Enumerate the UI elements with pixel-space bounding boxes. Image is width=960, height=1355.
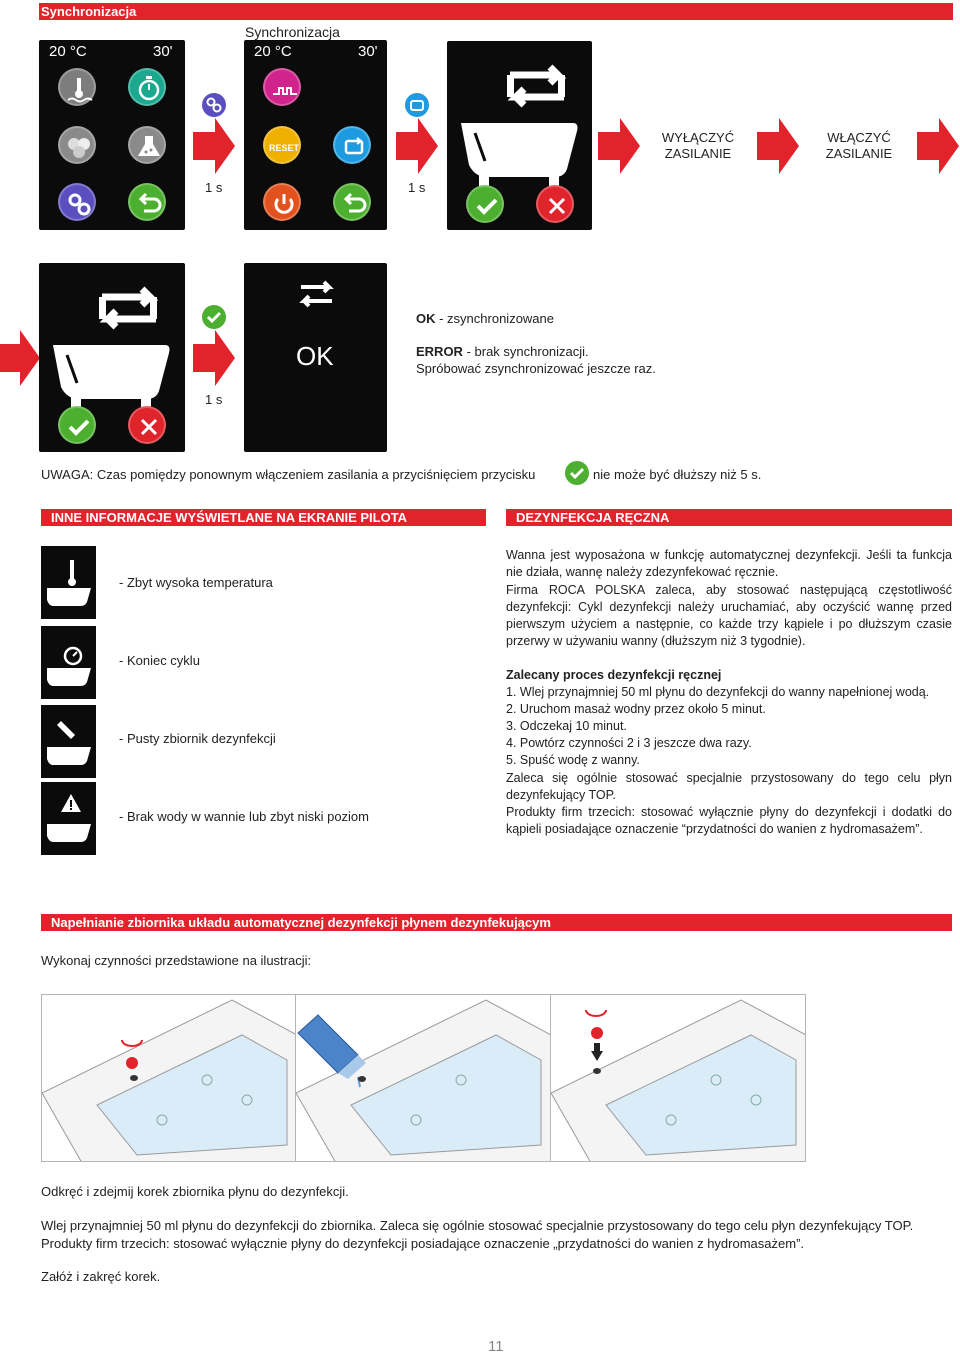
temperature-readout: 20 °C [254, 43, 292, 60]
remote-screen-settings-menu [244, 40, 387, 230]
timer-readout: 30' [153, 43, 173, 60]
settings-gears-icon [202, 93, 226, 117]
manual-step: 5. Spuść wodę z wanny. [506, 753, 640, 767]
arrow-right-icon [193, 330, 235, 386]
manual-step: 4. Powtórz czynności 2 i 3 jeszcze dwa razy. [506, 736, 752, 750]
back-icon[interactable] [128, 183, 166, 221]
ok-legend [416, 311, 554, 326]
bubbles-icon[interactable] [58, 126, 96, 164]
info-item-label: - Brak wody w wannie lub zbyt niski poziom [119, 809, 369, 824]
sync-icon [296, 279, 336, 309]
remote-screen-ok [244, 263, 387, 452]
remote-screen-main-menu [39, 40, 185, 230]
confirm-check-icon[interactable] [466, 185, 504, 223]
info-item-label: - Pusty zbiornik dezynfekcji [119, 731, 276, 746]
manual-step: 1. Wlej przynajmniej 50 ml płynu do dezynfekcji do wanny napełnionej wodą. [506, 685, 930, 699]
error-legend-desc: - brak synchronizacji. [462, 344, 589, 359]
illustration-unscrew-cap [41, 994, 296, 1162]
thermometer-bath-icon [41, 546, 96, 619]
svg-text:RESET: RESET [268, 143, 300, 153]
timer-readout: 30' [358, 43, 378, 60]
arrow-right-icon [0, 330, 40, 386]
arrow-right-icon [598, 118, 640, 174]
heater-icon[interactable] [58, 68, 96, 106]
disinfectant-bath-icon [41, 705, 96, 778]
disinfection-flask-icon[interactable] [128, 126, 166, 164]
error-legend [416, 344, 589, 359]
power-off-label: WYŁĄCZYĆ ZASILANIE [661, 130, 735, 161]
arrow-right-icon [917, 118, 959, 174]
info-item-label: - Koniec cyklu [119, 653, 200, 668]
info-item-label: - Zbyt wysoka temperatura [119, 575, 273, 590]
fill-section-header: Napełnianie zbiornika układu automatycznej dezynfekcji płynem dezynfekującym [41, 914, 952, 931]
confirm-check-icon[interactable] [58, 406, 96, 444]
sync-icon[interactable] [333, 126, 371, 164]
remote-screen-sync-repeat [39, 263, 185, 452]
manual-step: 2. Uruchom masaż wodny przez około 5 minut. [506, 702, 766, 716]
fill-instruction: Wykonaj czynności przedstawione na ilustracji: [41, 953, 312, 968]
fill-step-1: Odkręć i zdejmij korek zbiornika płynu do dezynfekcji. [41, 1184, 349, 1199]
confirm-check-icon [565, 461, 589, 485]
illustration-screw-cap [551, 994, 806, 1162]
step-duration: 1 s [205, 392, 223, 407]
manual-step: 3. Odczekaj 10 minut. [506, 719, 627, 733]
page-number: 11 [488, 1338, 504, 1355]
error-retry-text: Spróbować zsynchronizować jeszcze raz. [416, 361, 656, 376]
fill-step-3: Załóż i zakręć korek. [41, 1269, 161, 1284]
back-icon[interactable] [333, 183, 371, 221]
warning-text-before: UWAGA: Czas pomiędzy ponownym włączeniem zasilania a przyciśnięciem przycisku [41, 467, 536, 482]
fill-step-2: Wlej przynajmniej 50 ml płynu do dezynfekcji do zbiornika. Zaleca się ogólnie stosować specjalnie przystosowany do tego celu płyn dezynfekujący TOP. [41, 1218, 914, 1233]
fill-step-2-note: Produkty firm trzecich: stosować wyłącznie płyny do dezynfekcji posiadające oznaczenie „przydatności do wanien z hydromasażem”. [41, 1236, 805, 1251]
bathtub-icon [457, 113, 582, 193]
reset-icon[interactable] [263, 126, 301, 164]
manual-third-party: Produkty firm trzecich: stosować wyłącznie płyny do dezynfekcji i dodatki do kąpieli posiadające oznaczenie “przydatności do wanien z hydromasażem”. [506, 805, 952, 836]
sync-icon [94, 283, 164, 333]
sync-subtitle: Synchronizacja [245, 24, 340, 40]
settings-gears-icon[interactable] [58, 183, 96, 221]
power-on-label: WŁĄCZYĆ ZASILANIE [825, 130, 893, 161]
timer-bath-icon [41, 626, 96, 699]
temperature-readout: 20 °C [49, 43, 87, 60]
ok-status-text: OK [296, 341, 334, 371]
sync-icon [405, 93, 429, 117]
warning-text-after: nie może być dłuższy niż 5 s. [593, 467, 762, 482]
confirm-check-icon [202, 305, 226, 329]
arrow-right-icon [396, 118, 438, 174]
manual-recommendation: Zaleca się ogólnie stosować specjalnie przystosowany do tego celu płyn dezynfekujący TOP. [506, 771, 952, 802]
ok-legend-term: OK [416, 311, 436, 326]
manual-section-header: DEZYNFEKCJA RĘCZNA [506, 509, 952, 526]
remote-screen-sync [447, 41, 592, 230]
cancel-x-icon[interactable] [128, 406, 166, 444]
cancel-x-icon[interactable] [536, 185, 574, 223]
manual-frequency: Firma ROCA POLSKA zaleca, aby stosować następującą częstotliwość dezynfekcji: Cykl dezynfekcji należy uruchamiać, aby oczyścić wannę przed pierwszym użyciem a następnie, co każde trzy kąpiele i po dłuższym czasie przerwy w używaniu wanny (dłuższym niż 3 tygodnie). [506, 583, 952, 648]
step-duration: 1 s [408, 180, 426, 195]
heater-program-icon[interactable] [263, 68, 301, 106]
power-icon[interactable] [263, 183, 301, 221]
bathtub-icon [49, 335, 174, 415]
arrow-right-icon [193, 118, 235, 174]
error-legend-term: ERROR [416, 344, 463, 359]
illustration-pour-liquid [296, 994, 551, 1162]
ok-legend-desc: - zsynchronizowane [435, 311, 554, 326]
info-section-header: INNE INFORMACJE WYŚWIETLANE NA EKRANIE PILOTA [41, 509, 486, 526]
arrow-right-icon [757, 118, 799, 174]
sync-section-header: Synchronizacja [39, 3, 953, 20]
manual-intro: Wanna jest wyposażona w funkcję automatycznej dezynfekcji. Jeśli ta funkcja nie działa, wannę należy zdezynfekować ręcznie. [506, 548, 952, 579]
warning-bath-icon [41, 782, 96, 855]
step-duration: 1 s [205, 180, 223, 195]
manual-process-title: Zalecany proces dezynfekcji ręcznej [506, 668, 722, 682]
sync-icon [502, 61, 572, 111]
timer-icon[interactable] [128, 68, 166, 106]
